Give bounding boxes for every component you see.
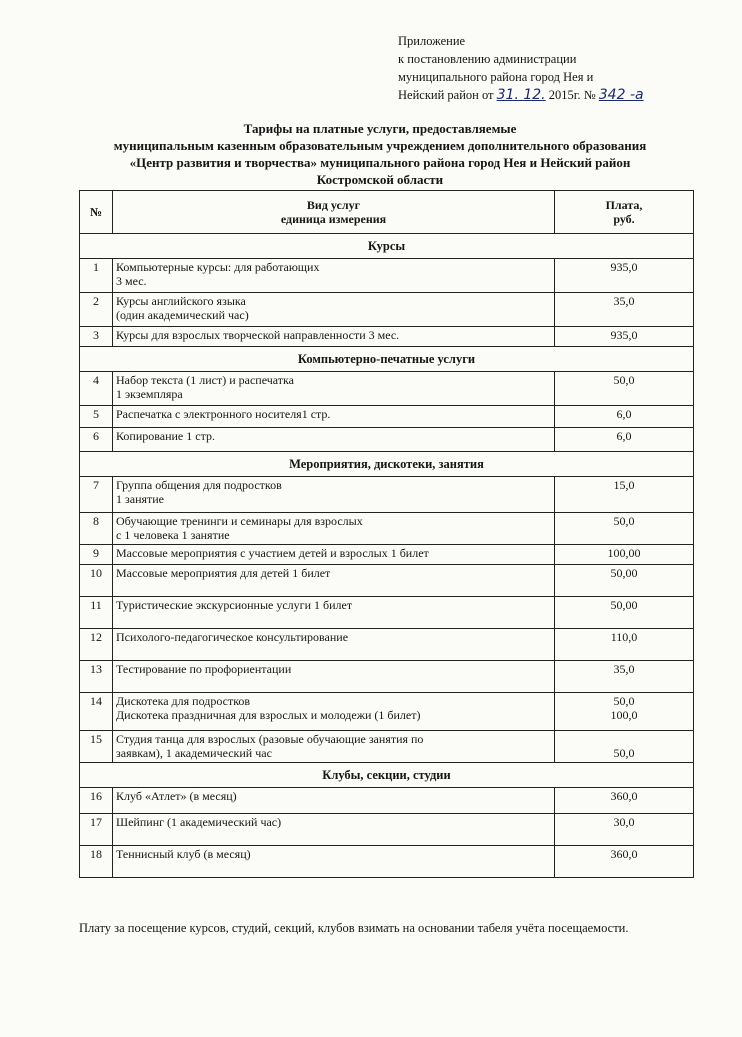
section-title: Мероприятия, дискотеки, занятия [80, 452, 694, 477]
price-value [558, 732, 690, 746]
table-row [80, 731, 694, 763]
table-row [80, 814, 694, 846]
service-cell [113, 259, 555, 293]
row-number: 5 [80, 406, 113, 428]
service-cell [113, 406, 555, 428]
price-cell [555, 259, 694, 293]
price-value: 50,00 [610, 598, 638, 612]
annex-line-2: к постановлению администрации [398, 52, 577, 66]
price-value: 935,0 [610, 328, 638, 342]
table-row [80, 477, 694, 513]
annex-line-4 [398, 86, 644, 104]
price-cell [555, 788, 694, 814]
price-cell [555, 597, 694, 629]
service-cell [113, 477, 555, 513]
service-cell [113, 731, 555, 763]
annex-date-prefix: Нейский район от [398, 88, 494, 102]
service-cell [113, 788, 555, 814]
service-line: Дискотека праздничная для взрослых и молодежи (1 билет) [116, 708, 421, 722]
section-title: Компьютерно-печатные услуги [80, 347, 694, 372]
annex-line-3: муниципального района город Нея и [398, 70, 594, 84]
section-header-row [80, 347, 694, 372]
service-line: Компьютерные курсы: для работающих [116, 260, 320, 274]
service-line: заявкам), 1 академический час [116, 746, 272, 760]
table-row [80, 846, 694, 878]
service-cell [113, 565, 555, 597]
price-value: 360,0 [610, 847, 638, 861]
price-value: 15,0 [613, 478, 635, 492]
row-number: 1 [80, 259, 113, 293]
service-cell [113, 372, 555, 406]
service-line: Массовые мероприятия с участием детей и взрослых 1 билет [116, 546, 429, 560]
service-cell [113, 814, 555, 846]
service-line: 1 занятие [116, 492, 164, 506]
service-cell [113, 597, 555, 629]
service-line: Распечатка с электронного носителя1 стр. [116, 407, 331, 421]
row-number: 7 [80, 477, 113, 513]
annex-header [398, 32, 644, 104]
price-value: 50,0 [613, 373, 635, 387]
price-cell [555, 814, 694, 846]
table-row [80, 293, 694, 327]
service-line: Массовые мероприятия для детей 1 билет [116, 566, 331, 580]
row-number: 10 [80, 565, 113, 597]
service-line: Тестирование по профориентации [116, 662, 292, 676]
price-value: 50,0 [613, 514, 635, 528]
service-cell [113, 846, 555, 878]
price-value: 30,0 [613, 815, 635, 829]
title-line-2: муниципальным казенным образовательным учреждением дополнительного образования [113, 138, 647, 153]
service-line: Студия танца для взрослых (разовые обучающие занятия по [116, 732, 424, 746]
header-service [113, 191, 555, 234]
handwritten-number: 342 -а [598, 87, 644, 103]
table-row [80, 428, 694, 452]
price-cell [555, 565, 694, 597]
section-header-row [80, 452, 694, 477]
service-cell [113, 661, 555, 693]
table-body [80, 234, 694, 878]
table-row [80, 372, 694, 406]
price-cell [555, 406, 694, 428]
row-number: 9 [80, 545, 113, 565]
price-cell [555, 477, 694, 513]
price-value: 50,0 [613, 746, 635, 760]
row-number: 2 [80, 293, 113, 327]
service-cell [113, 513, 555, 545]
row-number: 16 [80, 788, 113, 814]
service-line: Психолого-педагогическое консультирование [116, 630, 349, 644]
price-value: 110,0 [610, 630, 638, 644]
service-cell [113, 327, 555, 347]
price-cell [555, 629, 694, 661]
title-line-4: Костромской области [316, 172, 444, 187]
service-line: Копирование 1 стр. [116, 429, 215, 443]
service-line: Курсы для взрослых творческой направленности 3 мес. [116, 328, 400, 342]
price-cell [555, 661, 694, 693]
header-service-line-2: единица измерения [280, 212, 387, 226]
row-number: 18 [80, 846, 113, 878]
table-header-row [80, 191, 694, 234]
row-number: 13 [80, 661, 113, 693]
section-header-row [80, 763, 694, 788]
header-service-line-1: Вид услуг [306, 198, 361, 212]
section-title: Курсы [80, 234, 694, 259]
row-number: 15 [80, 731, 113, 763]
service-cell [113, 428, 555, 452]
price-cell [555, 693, 694, 731]
row-number: 17 [80, 814, 113, 846]
service-line: Курсы английского языка [116, 294, 246, 308]
table-row [80, 661, 694, 693]
table-row [80, 693, 694, 731]
table-row [80, 545, 694, 565]
service-line: Дискотека для подростков [116, 694, 251, 708]
price-value: 50,00 [610, 566, 638, 580]
service-line: (один академический час) [116, 308, 249, 322]
table-row [80, 513, 694, 545]
service-line: Группа общения для подростков [116, 478, 282, 492]
price-cell [555, 372, 694, 406]
service-line: 1 экземпляра [116, 387, 183, 401]
price-cell [555, 545, 694, 565]
header-number: № [80, 191, 113, 234]
price-value: 50,0 [613, 694, 635, 708]
title-line-1: Тарифы на платные услуги, предоставляемые [243, 121, 517, 136]
title-line-3: «Центр развития и творчества» муниципального района город Нея и Нейский район [129, 155, 631, 170]
service-line: 3 мес. [116, 274, 147, 288]
table-row [80, 629, 694, 661]
tariffs-table [79, 190, 694, 878]
price-value: 6,0 [616, 407, 632, 421]
header-price [555, 191, 694, 234]
service-cell [113, 693, 555, 731]
row-number: 6 [80, 428, 113, 452]
table-row [80, 788, 694, 814]
service-line: с 1 человека 1 занятие [116, 528, 230, 542]
header-price-line-1: Плата, [605, 198, 643, 212]
row-number: 4 [80, 372, 113, 406]
price-cell [555, 293, 694, 327]
row-number: 11 [80, 597, 113, 629]
row-number: 12 [80, 629, 113, 661]
service-cell [113, 293, 555, 327]
service-line: Туристические экскурсионные услуги 1 билет [116, 598, 353, 612]
row-number: 14 [80, 693, 113, 731]
document-title [60, 120, 700, 188]
service-cell [113, 545, 555, 565]
annex-year: 2015г. № [548, 88, 596, 102]
service-line: Клуб «Атлет» (в месяц) [116, 789, 237, 803]
handwritten-date: 31. 12. [496, 87, 546, 103]
table-row [80, 406, 694, 428]
price-value: 360,0 [610, 789, 638, 803]
price-cell [555, 731, 694, 763]
service-line: Теннисный клуб (в месяц) [116, 847, 251, 861]
table-row [80, 565, 694, 597]
row-number: 8 [80, 513, 113, 545]
price-value: 35,0 [613, 294, 635, 308]
price-value: 935,0 [610, 260, 638, 274]
service-cell [113, 629, 555, 661]
table-row [80, 597, 694, 629]
price-value: 100,00 [607, 546, 641, 560]
price-value: 35,0 [613, 662, 635, 676]
price-value: 100,0 [610, 708, 638, 722]
section-title: Клубы, секции, студии [80, 763, 694, 788]
table-row [80, 259, 694, 293]
service-line: Обучающие тренинги и семинары для взрослых [116, 514, 363, 528]
service-line: Шейпинг (1 академический час) [116, 815, 282, 829]
price-cell [555, 846, 694, 878]
annex-line-1: Приложение [398, 34, 466, 48]
row-number: 3 [80, 327, 113, 347]
service-line: Набор текста (1 лист) и распечатка [116, 373, 295, 387]
table-row [80, 327, 694, 347]
price-cell [555, 327, 694, 347]
footer-note: Плату за посещение курсов, студий, секций, клубов взимать на основании табеля учёта посещаемости. [79, 921, 629, 935]
section-header-row [80, 234, 694, 259]
price-cell [555, 513, 694, 545]
header-price-line-2: руб. [613, 212, 635, 226]
price-cell [555, 428, 694, 452]
price-value: 6,0 [616, 429, 632, 443]
